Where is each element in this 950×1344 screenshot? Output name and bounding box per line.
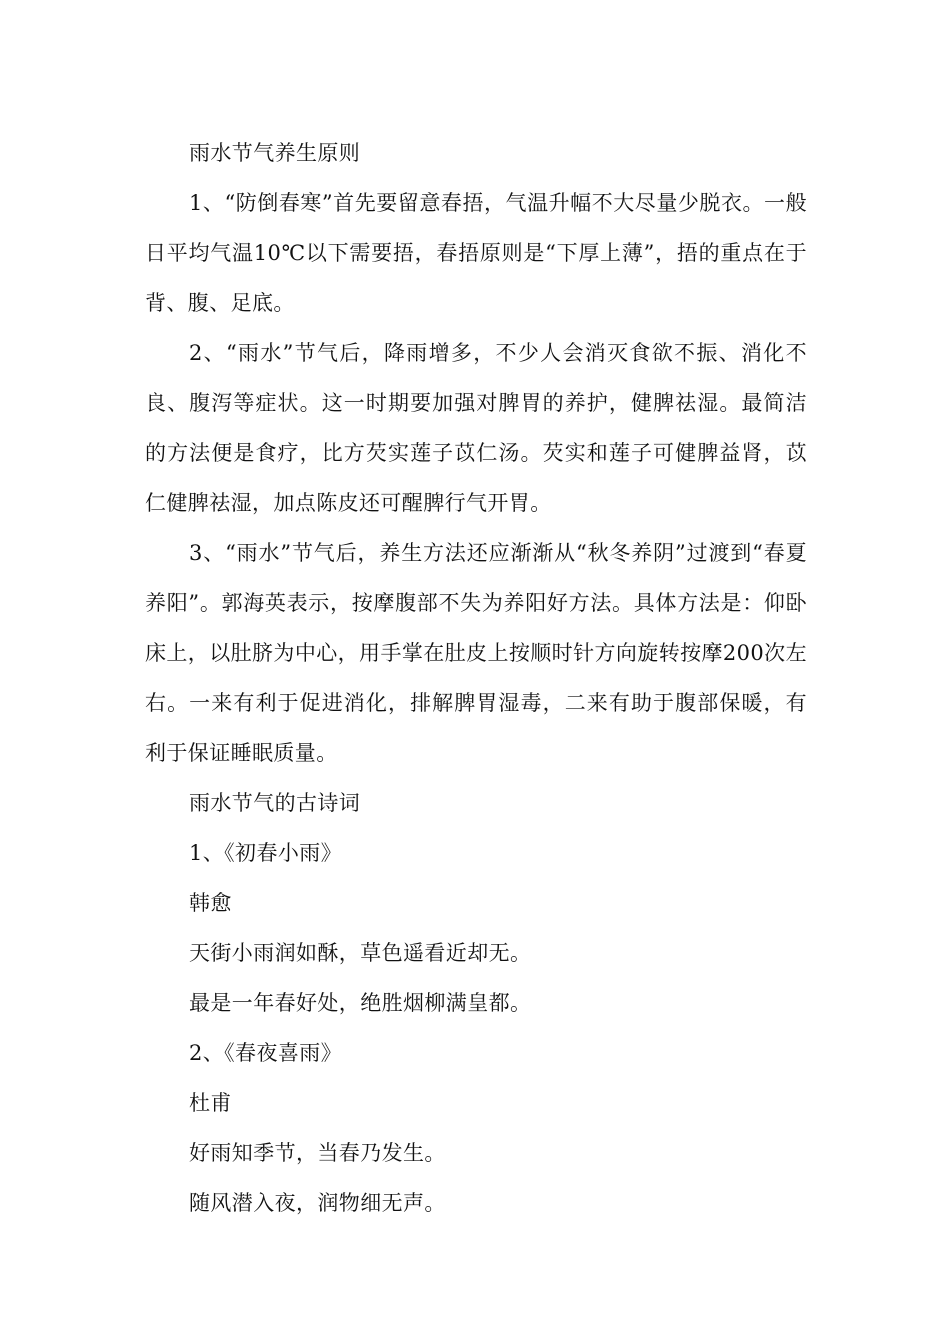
poem-1-line-1: 天街小雨润如酥，草色遥看近却无。 bbox=[189, 941, 532, 965]
poem-1-author: 韩愈 bbox=[189, 891, 232, 915]
section-heading-health: 雨水节气养生原则 bbox=[189, 141, 361, 165]
health-paragraph-3: 3、“雨水”节气后，养生方法还应渐渐从“秋冬养阴”过渡到“春夏养阳”。郭海英表示，按摩腹部不失为养阳好方法。具体方法是：仰卧床上，以肚脐为中心，用手掌在肚皮上按顺时针方向旋转按摩200次左右。一来有利于促进消化，排解脾胃湿毒，二来有助于腹部保暖，有利于保证睡眠质量。 bbox=[145, 541, 807, 765]
health-paragraph-1: 1、“防倒春寒”首先要留意春捂，气温升幅不大尽量少脱衣。一般日平均气温10℃以下需要捂，春捂原则是“下厚上薄”，捂的重点在于背、腹、足底。 bbox=[145, 191, 807, 315]
poem-2-line-1: 好雨知季节，当春乃发生。 bbox=[189, 1141, 446, 1165]
poem-2-line-2: 随风潜入夜，润物细无声。 bbox=[189, 1191, 446, 1215]
health-paragraph-2: 2、“雨水”节气后，降雨增多，不少人会消灭食欲不振、消化不良、腹泻等症状。这一时期要加强对脾胃的养护，健脾祛湿。最简洁的方法便是食疗，比方芡实莲子苡仁汤。芡实和莲子可健脾益肾，苡仁健脾祛湿，加点陈皮还可醒脾行气开胃。 bbox=[145, 341, 807, 515]
section-heading-poems: 雨水节气的古诗词 bbox=[189, 791, 361, 815]
poem-2-title: 2、《春夜喜雨》 bbox=[189, 1041, 343, 1065]
document-body bbox=[145, 128, 807, 1228]
poem-2-author: 杜甫 bbox=[189, 1091, 232, 1115]
poem-1-line-2: 最是一年春好处，绝胜烟柳满皇都。 bbox=[189, 991, 532, 1015]
poem-1-title: 1、《初春小雨》 bbox=[189, 841, 343, 865]
